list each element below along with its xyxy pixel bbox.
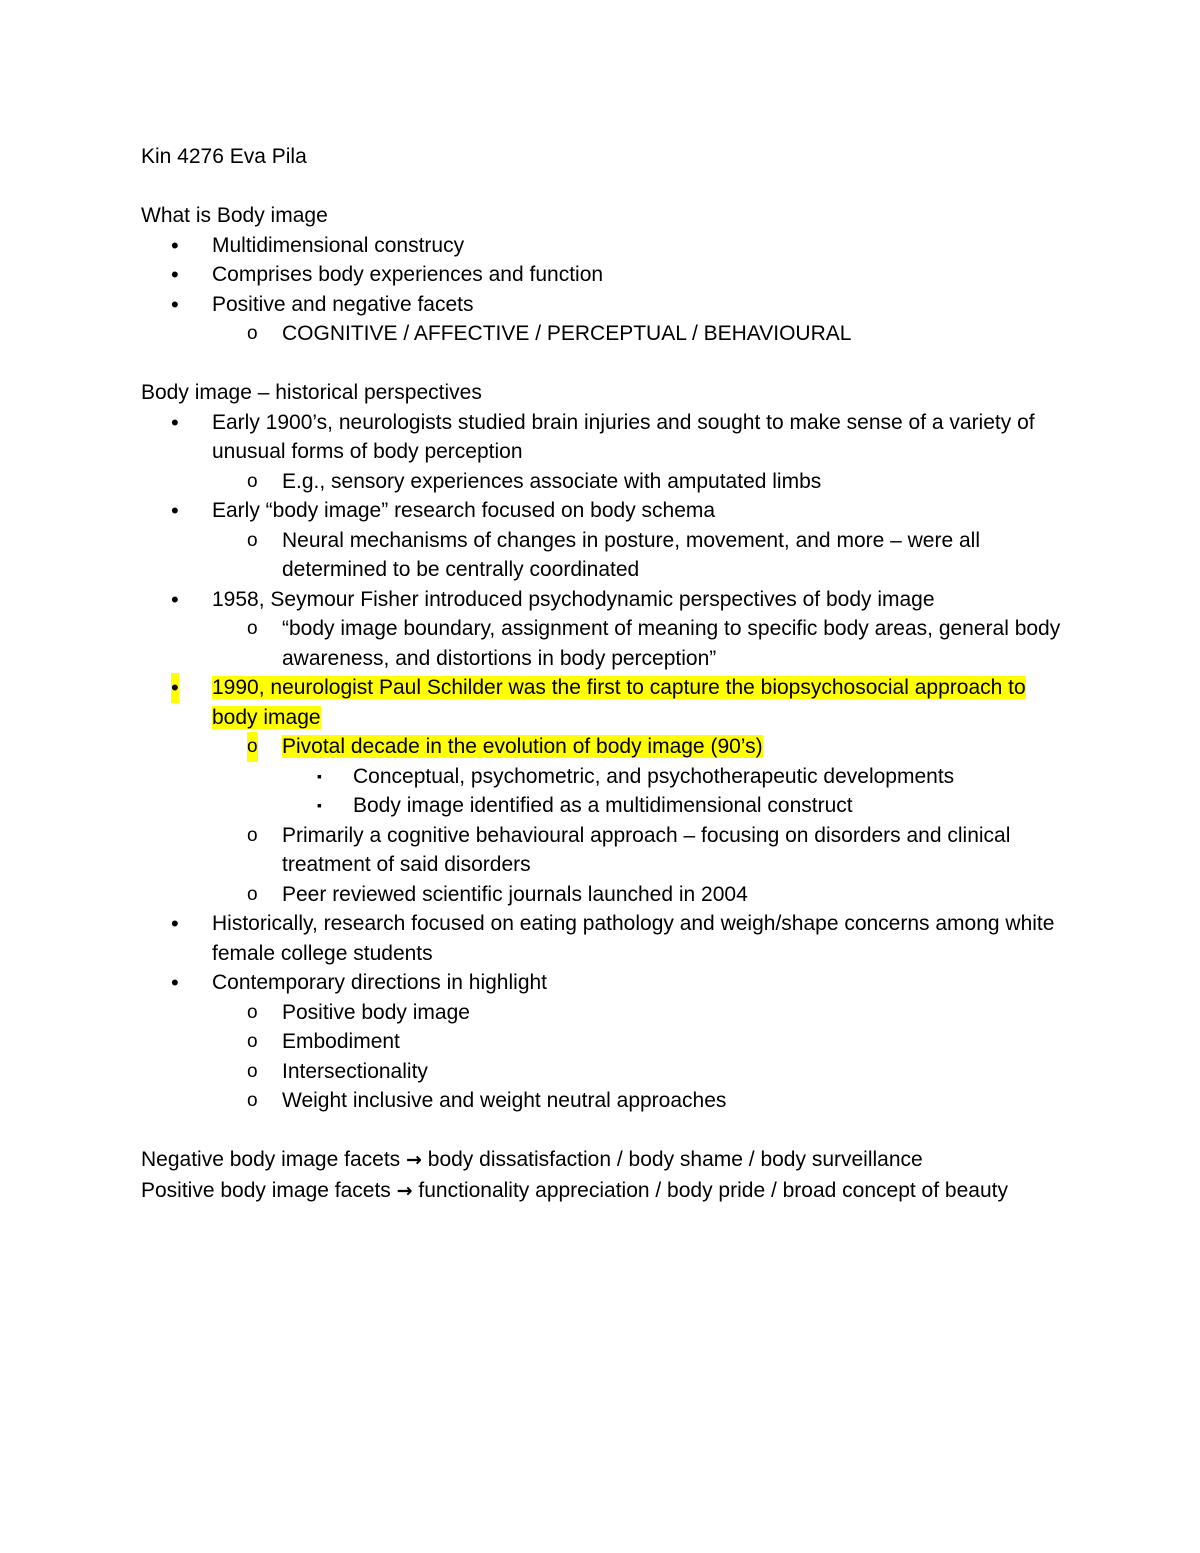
bullet-marker: • (171, 262, 179, 287)
sub-list-item: o Intersectionality (141, 1057, 1071, 1087)
bullet-marker: • (171, 911, 179, 936)
list-item: • Early 1900’s, neurologists studied brain injuries and sought to make sense of a variety of unusual forms of body perception (171, 409, 1035, 463)
bullet-marker: • (171, 970, 179, 995)
circle-marker: o (247, 618, 258, 639)
list-item: • Contemporary directions in highlight (141, 968, 1071, 998)
bullet-marker: • (171, 673, 179, 703)
circle-marker: o (247, 1001, 258, 1023)
positive-facets-values: functionality appreciation / body pride / broad concept of beauty (418, 1178, 1008, 1202)
circle-marker: o (247, 883, 258, 905)
positive-facets-label: Positive body image facets (141, 1178, 391, 1202)
sub-sub-list-item: ▪ Conceptual, psychometric, and psychotherapeutic developments (141, 762, 1071, 792)
sub-list-item: o Positive body image (141, 998, 1071, 1028)
circle-marker: o (247, 824, 258, 846)
bullet-marker: • (171, 586, 179, 612)
circle-marker: o (247, 529, 258, 551)
sub-list-item: o E.g., sensory experiences associate with amputated limbs (141, 467, 1071, 497)
sub-list-item: o Peer reviewed scientific journals launched in 2004 (141, 880, 1071, 910)
sub-list-item: o COGNITIVE / AFFECTIVE / PERCEPTUAL / BEHAVIOURAL (141, 319, 1071, 349)
circle-marker: o (247, 1060, 258, 1082)
sub-list-item: o “body image boundary, assignment of meaning to specific body areas, general body awareness, and distortions in body perception” (141, 614, 1071, 673)
highlighted-list-item: • 1990, neurologist Paul Schilder was the first to capture the biopsychosocial approach to body image (171, 675, 1026, 729)
list-item: • Positive and negative facets (141, 290, 1071, 320)
highlighted-sub-list-item: o Pivotal decade in the evolution of body image (90’s) (141, 732, 1071, 762)
circle-marker: o (247, 470, 258, 492)
bullet-marker: • (171, 291, 179, 317)
list-item: • 1958, Seymour Fisher introduced psychodynamic perspectives of body image (141, 585, 1071, 615)
bullet-marker: • (171, 409, 179, 435)
negative-facets-label: Negative body image facets (141, 1148, 401, 1171)
list-item: • Early “body image” research focused on body schema (141, 496, 1071, 526)
negative-facets-line (141, 1145, 1071, 1176)
positive-facets-line (141, 1176, 1071, 1207)
arrow-right-icon: → (396, 1179, 413, 1202)
section-heading-what-is-body-image: What is Body image (141, 204, 328, 227)
arrow-right-icon: → (406, 1149, 422, 1171)
bullet-marker: • (171, 232, 179, 258)
sub-list-item: o Embodiment (141, 1027, 1071, 1057)
list-item: • Comprises body experiences and function (141, 260, 1071, 290)
circle-marker: o (247, 323, 258, 344)
list-item: • Multidimensional construcy (141, 231, 1071, 261)
square-marker: ▪ (317, 797, 322, 813)
list-item: • Historically, research focused on eating pathology and weigh/shape concerns among white female college students (171, 911, 1055, 965)
sub-sub-list-item: ▪ Body image identified as a multidimensional construct (141, 791, 1071, 821)
sub-list-item: o Weight inclusive and weight neutral approaches (141, 1086, 1071, 1116)
bullet-marker: • (171, 498, 179, 523)
circle-marker: o (247, 732, 258, 762)
document-body (141, 142, 1071, 1206)
square-marker: ▪ (317, 767, 322, 784)
sub-list-item: o Neural mechanisms of changes in posture, movement, and more – were all determined to be centrally coordinated (141, 526, 1071, 585)
section-heading-historical-perspectives: Body image – historical perspectives (141, 381, 482, 404)
negative-facets-values: body dissatisfaction / body shame / body surveillance (427, 1148, 923, 1171)
circle-marker: o (247, 1090, 258, 1111)
sub-list-item: o Primarily a cognitive behavioural approach – focusing on disorders and clinical treatment of said disorders (141, 821, 1071, 880)
document-title: Kin 4276 Eva Pila (141, 145, 307, 168)
circle-marker: o (247, 1031, 258, 1052)
